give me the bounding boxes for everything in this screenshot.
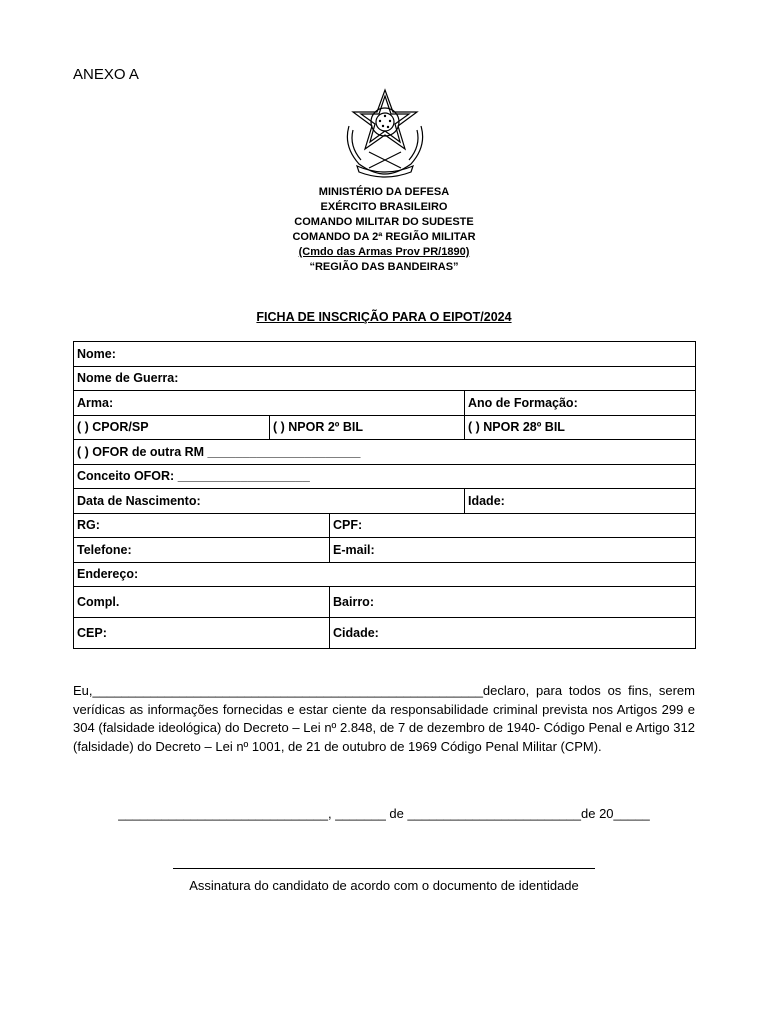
field-endereco[interactable]: Endereço:: [74, 562, 696, 587]
date-line: _____________________________, _______ de ________________________de 20_____: [118, 806, 650, 821]
header-motto: “REGIÃO DAS BANDEIRAS”: [309, 261, 459, 273]
field-rg[interactable]: RG:: [74, 513, 330, 538]
annex-label: ANEXO A: [73, 66, 139, 83]
field-conceito-ofor[interactable]: Conceito OFOR: ___________________: [74, 464, 696, 489]
checkbox-ofor-outra-rm[interactable]: ( ) OFOR de outra RM ______________________: [74, 440, 696, 465]
declaration-paragraph: Eu,______________________________________________________declaro, para todos os fins, serem verídicas as informações fornecidas e estar ciente da responsabilidade criminal prevista nos Artigos 299 e 304 (falsidade ideológica) do Decreto – Lei nº 2.848, de 7 de dezembro de 1940- Código Penal e Artigo 312 (falsidade) do Decreto – Lei nº 1001, de 21 de outubro de 1969 Código Penal Militar (CPM).: [73, 683, 695, 754]
checkbox-cpor-sp[interactable]: ( ) CPOR/SP: [74, 415, 270, 440]
field-cidade[interactable]: Cidade:: [330, 618, 696, 649]
registration-form-table: [73, 341, 696, 649]
field-telefone[interactable]: Telefone:: [74, 538, 330, 563]
field-compl[interactable]: Compl.: [74, 587, 330, 618]
signature-line[interactable]: [173, 868, 595, 869]
field-nome[interactable]: Nome:: [74, 342, 696, 367]
coat-of-arms-icon: [339, 86, 431, 182]
header-line: COMANDO MILITAR DO SUDESTE: [294, 216, 474, 228]
field-cpf[interactable]: CPF:: [330, 513, 696, 538]
signature-caption: Assinatura do candidato de acordo com o documento de identidade: [189, 878, 579, 893]
checkbox-npor-28-bil[interactable]: ( ) NPOR 28º BIL: [465, 415, 696, 440]
form-title: FICHA DE INSCRIÇÃO PARA O EIPOT/2024: [256, 310, 512, 324]
field-ano-de-formacao[interactable]: Ano de Formação:: [465, 391, 696, 416]
header-line: COMANDO DA 2ª REGIÃO MILITAR: [292, 231, 476, 243]
institution-header: [184, 185, 584, 275]
header-line: MINISTÉRIO DA DEFESA: [318, 186, 450, 198]
field-email[interactable]: E-mail:: [330, 538, 696, 563]
field-cep[interactable]: CEP:: [74, 618, 330, 649]
field-nome-de-guerra[interactable]: Nome de Guerra:: [74, 366, 696, 391]
field-arma[interactable]: Arma:: [74, 391, 465, 416]
header-underlined-line: (Cmdo das Armas Prov PR/1890): [298, 246, 470, 258]
field-idade[interactable]: Idade:: [465, 489, 696, 514]
field-data-de-nascimento[interactable]: Data de Nascimento:: [74, 489, 465, 514]
header-line: EXÉRCITO BRASILEIRO: [320, 201, 448, 213]
field-bairro[interactable]: Bairro:: [330, 587, 696, 618]
checkbox-npor-2-bil[interactable]: ( ) NPOR 2º BIL: [270, 415, 465, 440]
